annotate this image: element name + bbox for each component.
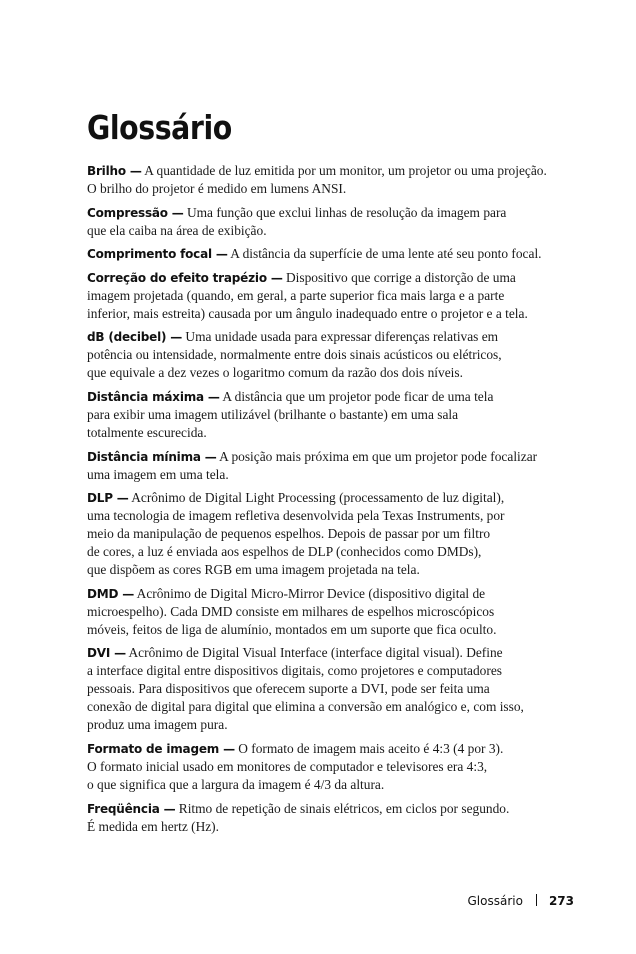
- entry-line: [87, 561, 583, 579]
- entry-line: [87, 489, 583, 507]
- glossary-entry: [87, 740, 583, 794]
- definition-text: produz uma imagem pura.: [87, 717, 228, 733]
- footer-divider: [536, 894, 537, 906]
- definition-text: O formato de imagem mais aceito é 4:3 (4 por 3).: [238, 740, 504, 756]
- entry-line: [87, 388, 583, 406]
- footer-page-number: 273: [548, 894, 574, 908]
- glossary-entry: [87, 800, 583, 836]
- definition-text: conexão de digital para digital que elimina a conversão em analógico e, com isso,: [87, 699, 524, 715]
- glossary-entry: [87, 328, 583, 382]
- definition-text: meio da manipulação de pequenos espelhos. Depois de passar por um filtro: [87, 526, 491, 542]
- definition-text: inferior, mais estreita) causada por um ângulo inadequado entre o projetor e a tela.: [87, 305, 528, 321]
- glossary-term: Distância mínima —: [87, 449, 217, 464]
- definition-text: Ritmo de repetição de sinais elétricos, em ciclos por segundo.: [178, 800, 510, 816]
- page-footer: [467, 893, 574, 909]
- definition-text: É medida em hertz (Hz).: [87, 818, 219, 834]
- entry-line: [87, 585, 583, 603]
- definition-text: imagem projetada (quando, em geral, a parte superior fica mais larga e a parte: [87, 287, 505, 303]
- entry-line: [87, 662, 583, 680]
- footer-section-label: Glossário: [467, 894, 523, 908]
- glossary-term: Brilho —: [87, 164, 142, 178]
- glossary-term: DVI —: [87, 646, 126, 661]
- definition-text: o que significa que a largura da imagem é 4/3 da altura.: [87, 776, 385, 792]
- definition-text: O brilho do projetor é medido em lumens ANSI.: [87, 181, 347, 196]
- definition-text: Acrônimo de Digital Micro-Mirror Device (dispositivo digital de: [136, 585, 486, 601]
- definition-text: A quantidade de luz emitida por um monitor, um projetor ou uma projeção.: [144, 163, 547, 178]
- glossary-entry: [87, 245, 583, 263]
- definition-text: A distância da superfície de uma lente até seu ponto focal.: [230, 246, 542, 262]
- entry-line: [87, 740, 583, 758]
- entry-line: [87, 287, 583, 305]
- glossary-term: DLP —: [87, 491, 129, 506]
- entry-line: [87, 222, 583, 240]
- entry-line: [87, 269, 583, 287]
- definition-text: Uma função que exclui linhas de resolução da imagem para: [186, 204, 507, 220]
- definition-text: Acrônimo de Digital Visual Interface (interface digital visual). Define: [128, 645, 503, 661]
- glossary-entry: [87, 204, 583, 240]
- glossary-term: dB (decibel) —: [87, 330, 183, 345]
- definition-text: Uma unidade usada para expressar diferenças relativas em: [185, 329, 499, 345]
- entry-line: [87, 543, 583, 561]
- entry-line: [87, 644, 583, 662]
- entry-line: [87, 204, 583, 222]
- glossary-entry: [87, 448, 583, 484]
- entry-line: [87, 698, 583, 716]
- entry-line: [87, 328, 583, 346]
- glossary-term: Freqüência —: [87, 801, 176, 816]
- definition-text: móveis, feitos de liga de alumínio, montados em um suporte que fica oculto.: [87, 621, 497, 637]
- entry-line: [87, 305, 583, 323]
- definition-text: uma imagem em uma tela.: [87, 466, 229, 482]
- glossary-term: Compressão —: [87, 205, 184, 220]
- glossary-entry: [87, 585, 583, 639]
- page-title: Glossário: [87, 108, 232, 147]
- definition-text: para exibir uma imagem utilizável (brilhante o bastante) em uma sala: [87, 406, 459, 422]
- definition-text: O formato inicial usado em monitores de computador e televisores era 4:3,: [87, 758, 488, 774]
- definition-text: totalmente escurecida.: [87, 424, 207, 440]
- glossary-term: Correção do efeito trapézio —: [87, 270, 283, 285]
- glossary-term: Comprimento focal —: [87, 247, 228, 262]
- definition-text: potência ou intensidade, normalmente entre dois sinais acústicos ou elétricos,: [87, 347, 502, 363]
- entry-line: [87, 448, 583, 466]
- glossary-term: Formato de imagem —: [87, 741, 235, 756]
- definition-text: microespelho). Cada DMD consiste em milhares de espelhos microscópicos: [87, 603, 495, 619]
- glossary-term: Distância máxima —: [87, 389, 220, 404]
- entry-line: [87, 603, 583, 621]
- entry-line: [87, 800, 583, 818]
- entry-line: [87, 424, 583, 442]
- entry-line: [87, 680, 583, 698]
- glossary-entry: [87, 162, 583, 198]
- glossary-entry: [87, 489, 583, 579]
- glossary-entry: [87, 644, 583, 734]
- definition-text: a interface digital entre dispositivos digitais, como projetores e computadores: [87, 663, 502, 679]
- entry-line: [87, 507, 583, 525]
- entry-line: [87, 162, 583, 180]
- entry-line: [87, 758, 583, 776]
- entry-line: [87, 406, 583, 424]
- glossary-entry: [87, 388, 583, 442]
- definition-text: Dispositivo que corrige a distorção de uma: [286, 269, 516, 285]
- entry-line: [87, 346, 583, 364]
- definition-text: de cores, a luz é enviada aos espelhos de DLP (conhecidos como DMDs),: [87, 544, 482, 560]
- glossary-term: DMD —: [87, 586, 135, 601]
- glossary-entry: [87, 269, 583, 323]
- definition-text: que ela caiba na área de exibição.: [87, 222, 267, 238]
- entry-line: [87, 364, 583, 382]
- entry-line: [87, 621, 583, 639]
- entry-line: [87, 466, 583, 484]
- definition-text: que dispõem as cores RGB em uma imagem projetada na tela.: [87, 562, 420, 578]
- entry-line: [87, 525, 583, 543]
- definition-text: pessoais. Para dispositivos que oferecem suporte a DVI, pode ser feita uma: [87, 681, 490, 697]
- definition-text: uma tecnologia de imagem refletiva desenvolvida pela Texas Instruments, por: [87, 508, 505, 524]
- definition-text: A posição mais próxima em que um projetor pode focalizar: [219, 448, 538, 464]
- entry-line: [87, 776, 583, 794]
- definition-text: Acrônimo de Digital Light Processing (processamento de luz digital),: [131, 490, 505, 506]
- entry-line: [87, 716, 583, 734]
- definition-text: A distância que um projetor pode ficar de uma tela: [222, 388, 494, 404]
- glossary-list: [87, 162, 583, 841]
- entry-line: [87, 818, 583, 836]
- entry-line: [87, 180, 583, 198]
- definition-text: que equivale a dez vezes o logaritmo comum da razão dos dois níveis.: [87, 365, 463, 381]
- entry-line: [87, 245, 583, 263]
